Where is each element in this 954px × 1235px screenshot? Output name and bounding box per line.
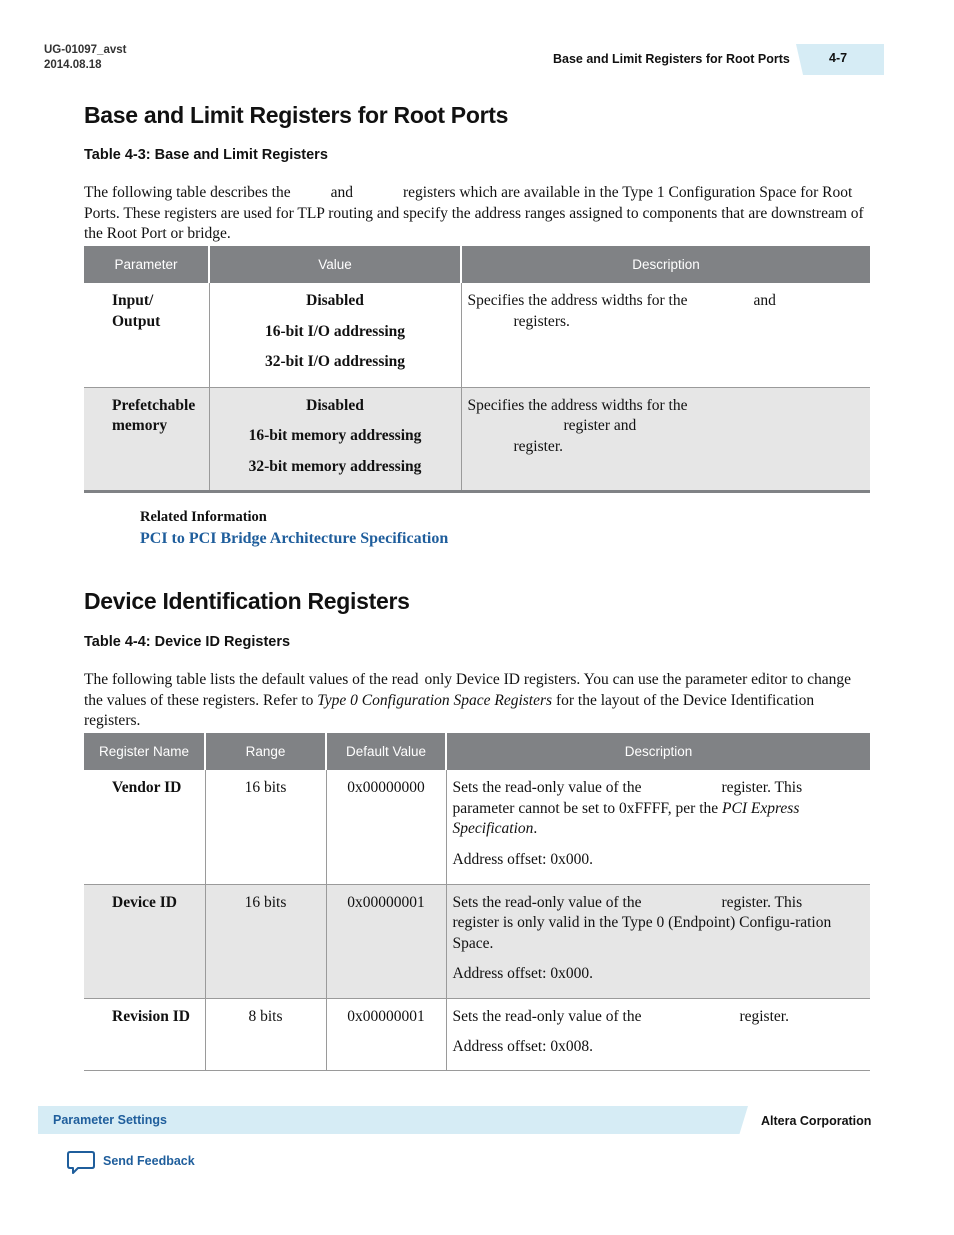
base-limit-table [84, 246, 870, 493]
register-name-cell: Revision ID [84, 998, 205, 1070]
parameter-cell: Input/ Output [84, 283, 209, 387]
description-cell: Specifies the address widths for the and registers. [461, 283, 870, 387]
range-cell: 16 bits [205, 884, 326, 998]
column-header: Value [209, 246, 461, 283]
table-row [84, 283, 870, 387]
table-row [84, 998, 870, 1070]
table-caption-device-id: Table 4-4: Device ID Registers [84, 634, 291, 650]
table-row [84, 884, 870, 998]
speech-bubble-icon[interactable] [66, 1150, 96, 1176]
footer-company: Altera Corporation [761, 1114, 872, 1128]
page-number: 4-7 [829, 51, 848, 65]
column-header: Description [446, 733, 870, 770]
section-heading-base-limit: Base and Limit Registers for Root Ports [84, 102, 509, 128]
default-value-cell: 0x00000001 [326, 998, 446, 1070]
device-id-table [84, 733, 870, 1071]
pci-bridge-spec-link[interactable]: PCI to PCI Bridge Architecture Specification [140, 530, 449, 547]
table-row [84, 770, 870, 884]
column-header: Default Value [326, 733, 446, 770]
description-cell: Sets the read-only value of the register. This parameter cannot be set to 0xFFFF, per the PCI Express Specification. Address offset: 0x000. [446, 770, 870, 884]
range-cell: 8 bits [205, 998, 326, 1070]
doc-date: 2014.08.18 [44, 59, 102, 71]
table-row [84, 387, 870, 491]
column-header: Description [461, 246, 870, 283]
description-cell: Sets the read-only value of the register. This register is only valid in the Type 0 (Endpoint) Configu-ration Space. Address offset: 0x000. [446, 884, 870, 998]
default-value-cell: 0x00000000 [326, 770, 446, 884]
default-value-cell: 0x00000001 [326, 884, 446, 998]
column-header: Range [205, 733, 326, 770]
column-header: Parameter [84, 246, 209, 283]
table-caption-base-limit: Table 4-3: Base and Limit Registers [84, 147, 328, 163]
related-information-label: Related Information [140, 509, 267, 525]
range-cell: 16 bits [205, 770, 326, 884]
parameter-cell: Prefetchable memory [84, 387, 209, 491]
doc-id-block [44, 43, 126, 73]
description-cell: Specifies the address widths for the register and register. [461, 387, 870, 491]
footer-section-name: Parameter Settings [53, 1113, 167, 1127]
doc-id: UG-01097_avst [44, 44, 127, 56]
description-cell: Sets the read-only value of the register. Address offset: 0x008. [446, 998, 870, 1070]
register-name-cell: Vendor ID [84, 770, 205, 884]
intro-paragraph-base-limit: The following table describes the and registers which are available in the Type 1 Configuration Space for Root Ports. These registers are used for TLP routing and specify the address ranges assigned to components that are downstream of the Root Port or bridge. [84, 184, 864, 242]
running-title: Base and Limit Registers for Root Ports [553, 52, 790, 66]
intro-paragraph-device-id: The following table lists the default values of the read only Device ID registers. You can use the parameter editor to change the values of these registers. Refer to Type 0 Configuration Space Registers for the layout of the Device Identification registers. [84, 671, 851, 729]
value-cell: Disabled 16-bit memory addressing 32-bit memory addressing [209, 387, 461, 491]
register-name-cell: Device ID [84, 884, 205, 998]
section-heading-device-id: Device Identification Registers [84, 588, 410, 614]
value-cell: Disabled 16-bit I/O addressing 32-bit I/O addressing [209, 283, 461, 387]
send-feedback-link[interactable]: Send Feedback [103, 1154, 195, 1168]
column-header: Register Name [84, 733, 205, 770]
